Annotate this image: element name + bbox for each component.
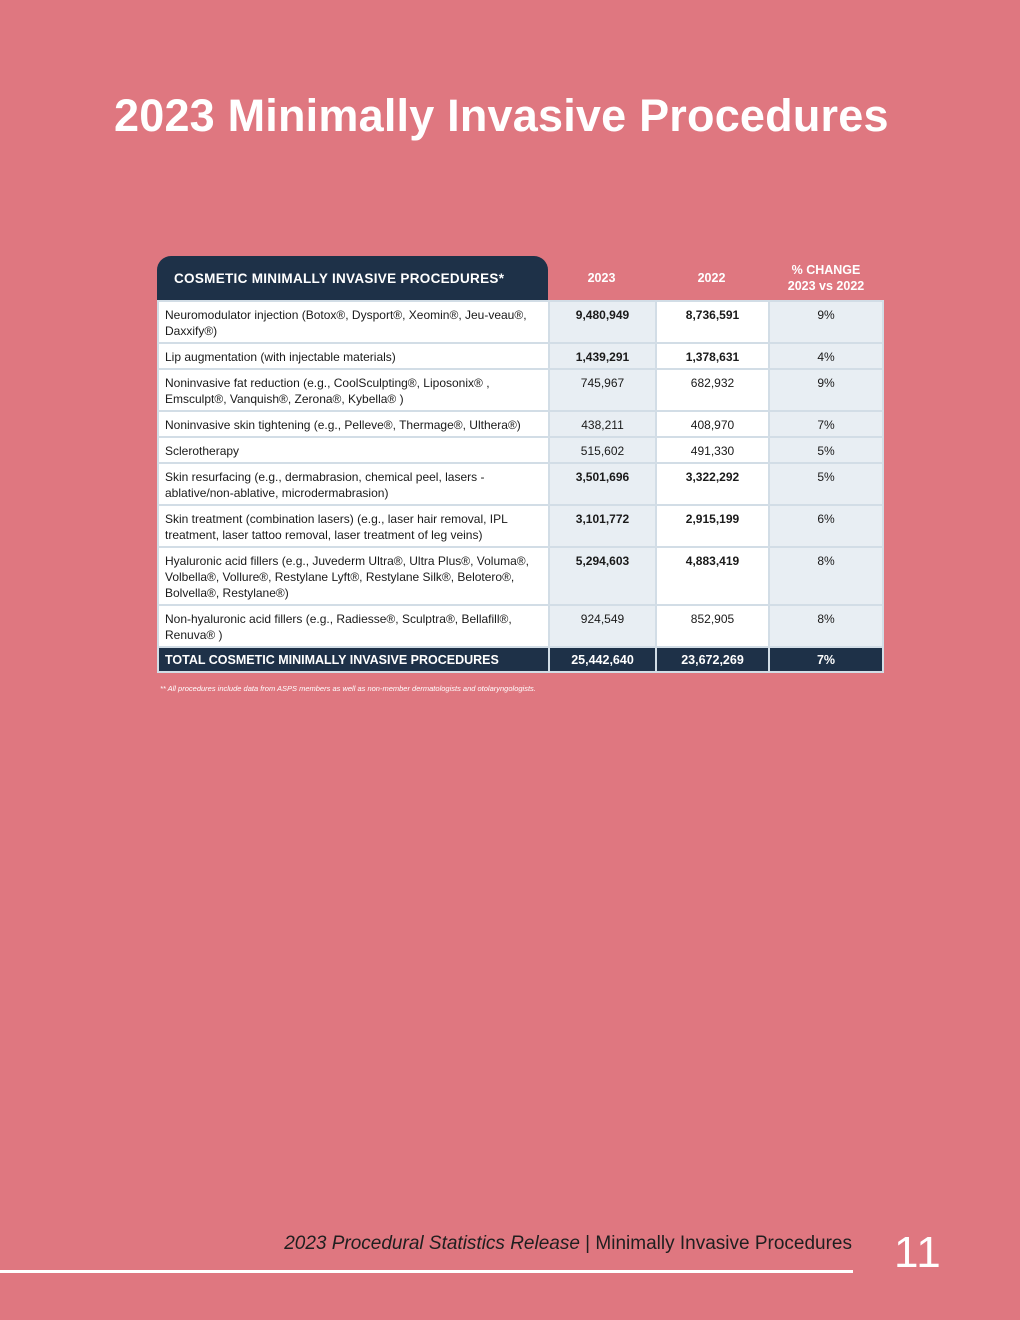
value-2023: 515,602 (550, 438, 655, 462)
table-header (157, 256, 884, 300)
value-2022: 2,915,199 (657, 506, 768, 546)
value-2022: 408,970 (657, 412, 768, 436)
value-2023: 745,967 (550, 370, 655, 410)
header-percent-change-line1: % CHANGE (791, 263, 861, 277)
footer-caption (284, 1233, 852, 1255)
table-row (159, 370, 882, 410)
total-percent-change: 7% (770, 648, 882, 671)
value-2022: 1,378,631 (657, 344, 768, 368)
percent-change: 9% (770, 370, 882, 410)
footnote: ** All procedures include data from ASPS members as well as non-member dermatologists and otolaryngologists. (160, 684, 536, 693)
table-row (159, 302, 882, 342)
header-percent-change (768, 256, 884, 300)
table-row (159, 606, 882, 646)
value-2023: 3,501,696 (550, 464, 655, 504)
percent-change: 7% (770, 412, 882, 436)
total-2022: 23,672,269 (657, 648, 768, 671)
value-2022: 8,736,591 (657, 302, 768, 342)
footer-release: 2023 Procedural Statistics Release (284, 1233, 580, 1254)
table-row (159, 344, 882, 368)
header-2023: 2023 (587, 271, 616, 285)
footer-divider (0, 1270, 853, 1273)
table-row (159, 464, 882, 504)
header-procedure: COSMETIC MINIMALLY INVASIVE PROCEDURES* (157, 256, 548, 300)
percent-change: 6% (770, 506, 882, 546)
percent-change: 4% (770, 344, 882, 368)
value-2023: 438,211 (550, 412, 655, 436)
value-2023: 924,549 (550, 606, 655, 646)
table-row (159, 412, 882, 436)
procedure-name: Neuromodulator injection (Botox®, Dysport®, Xeomin®, Jeu-veau®, Daxxify®) (159, 302, 548, 342)
page-number: 11 (894, 1228, 942, 1277)
procedure-name: Sclerotherapy (159, 438, 548, 462)
header-percent-change-line2: 2023 vs 2022 (787, 279, 865, 293)
value-2022: 3,322,292 (657, 464, 768, 504)
procedure-name: Hyaluronic acid fillers (e.g., Juvederm Ultra®, Ultra Plus®, Voluma®, Volbella®, Vollure®, Restylane Lyft®, Restylane Silk®, Belotero®, Bolvella®, Restylane®) (159, 548, 548, 604)
procedures-table (157, 256, 884, 673)
value-2022: 852,905 (657, 606, 768, 646)
value-2023: 5,294,603 (550, 548, 655, 604)
value-2023: 1,439,291 (550, 344, 655, 368)
procedure-name: Noninvasive skin tightening (e.g., Pelleve®, Thermage®, Ulthera®) (159, 412, 548, 436)
total-2023: 25,442,640 (550, 648, 655, 671)
value-2022: 682,932 (657, 370, 768, 410)
procedure-name: Noninvasive fat reduction (e.g., CoolSculpting®, Liposonix® , Emsculpt®, Vanquish®, Zerona®, Kybella® ) (159, 370, 548, 410)
value-2023: 9,480,949 (550, 302, 655, 342)
value-2023: 3,101,772 (550, 506, 655, 546)
percent-change: 5% (770, 438, 882, 462)
total-label: TOTAL COSMETIC MINIMALLY INVASIVE PROCEDURES (159, 648, 548, 671)
procedure-name: Non-hyaluronic acid fillers (e.g., Radiesse®, Sculptra®, Bellafill®, Renuva® ) (159, 606, 548, 646)
footer-section: Minimally Invasive Procedures (595, 1233, 852, 1254)
footer-separator: | (579, 1233, 596, 1254)
value-2022: 4,883,419 (657, 548, 768, 604)
procedure-name: Skin resurfacing (e.g., dermabrasion, chemical peel, lasers - ablative/non-ablative, microdermabrasion) (159, 464, 548, 504)
percent-change: 8% (770, 548, 882, 604)
table-row (159, 506, 882, 546)
total-row (159, 648, 882, 671)
header-2022: 2022 (697, 271, 726, 285)
procedure-name: Skin treatment (combination lasers) (e.g., laser hair removal, IPL treatment, laser tattoo removal, laser treatment of leg veins) (159, 506, 548, 546)
percent-change: 5% (770, 464, 882, 504)
table-row (159, 438, 882, 462)
procedure-name: Lip augmentation (with injectable materials) (159, 344, 548, 368)
page-title: 2023 Minimally Invasive Procedures (114, 90, 889, 141)
table-body (157, 300, 884, 673)
percent-change: 9% (770, 302, 882, 342)
table-row (159, 548, 882, 604)
percent-change: 8% (770, 606, 882, 646)
value-2022: 491,330 (657, 438, 768, 462)
